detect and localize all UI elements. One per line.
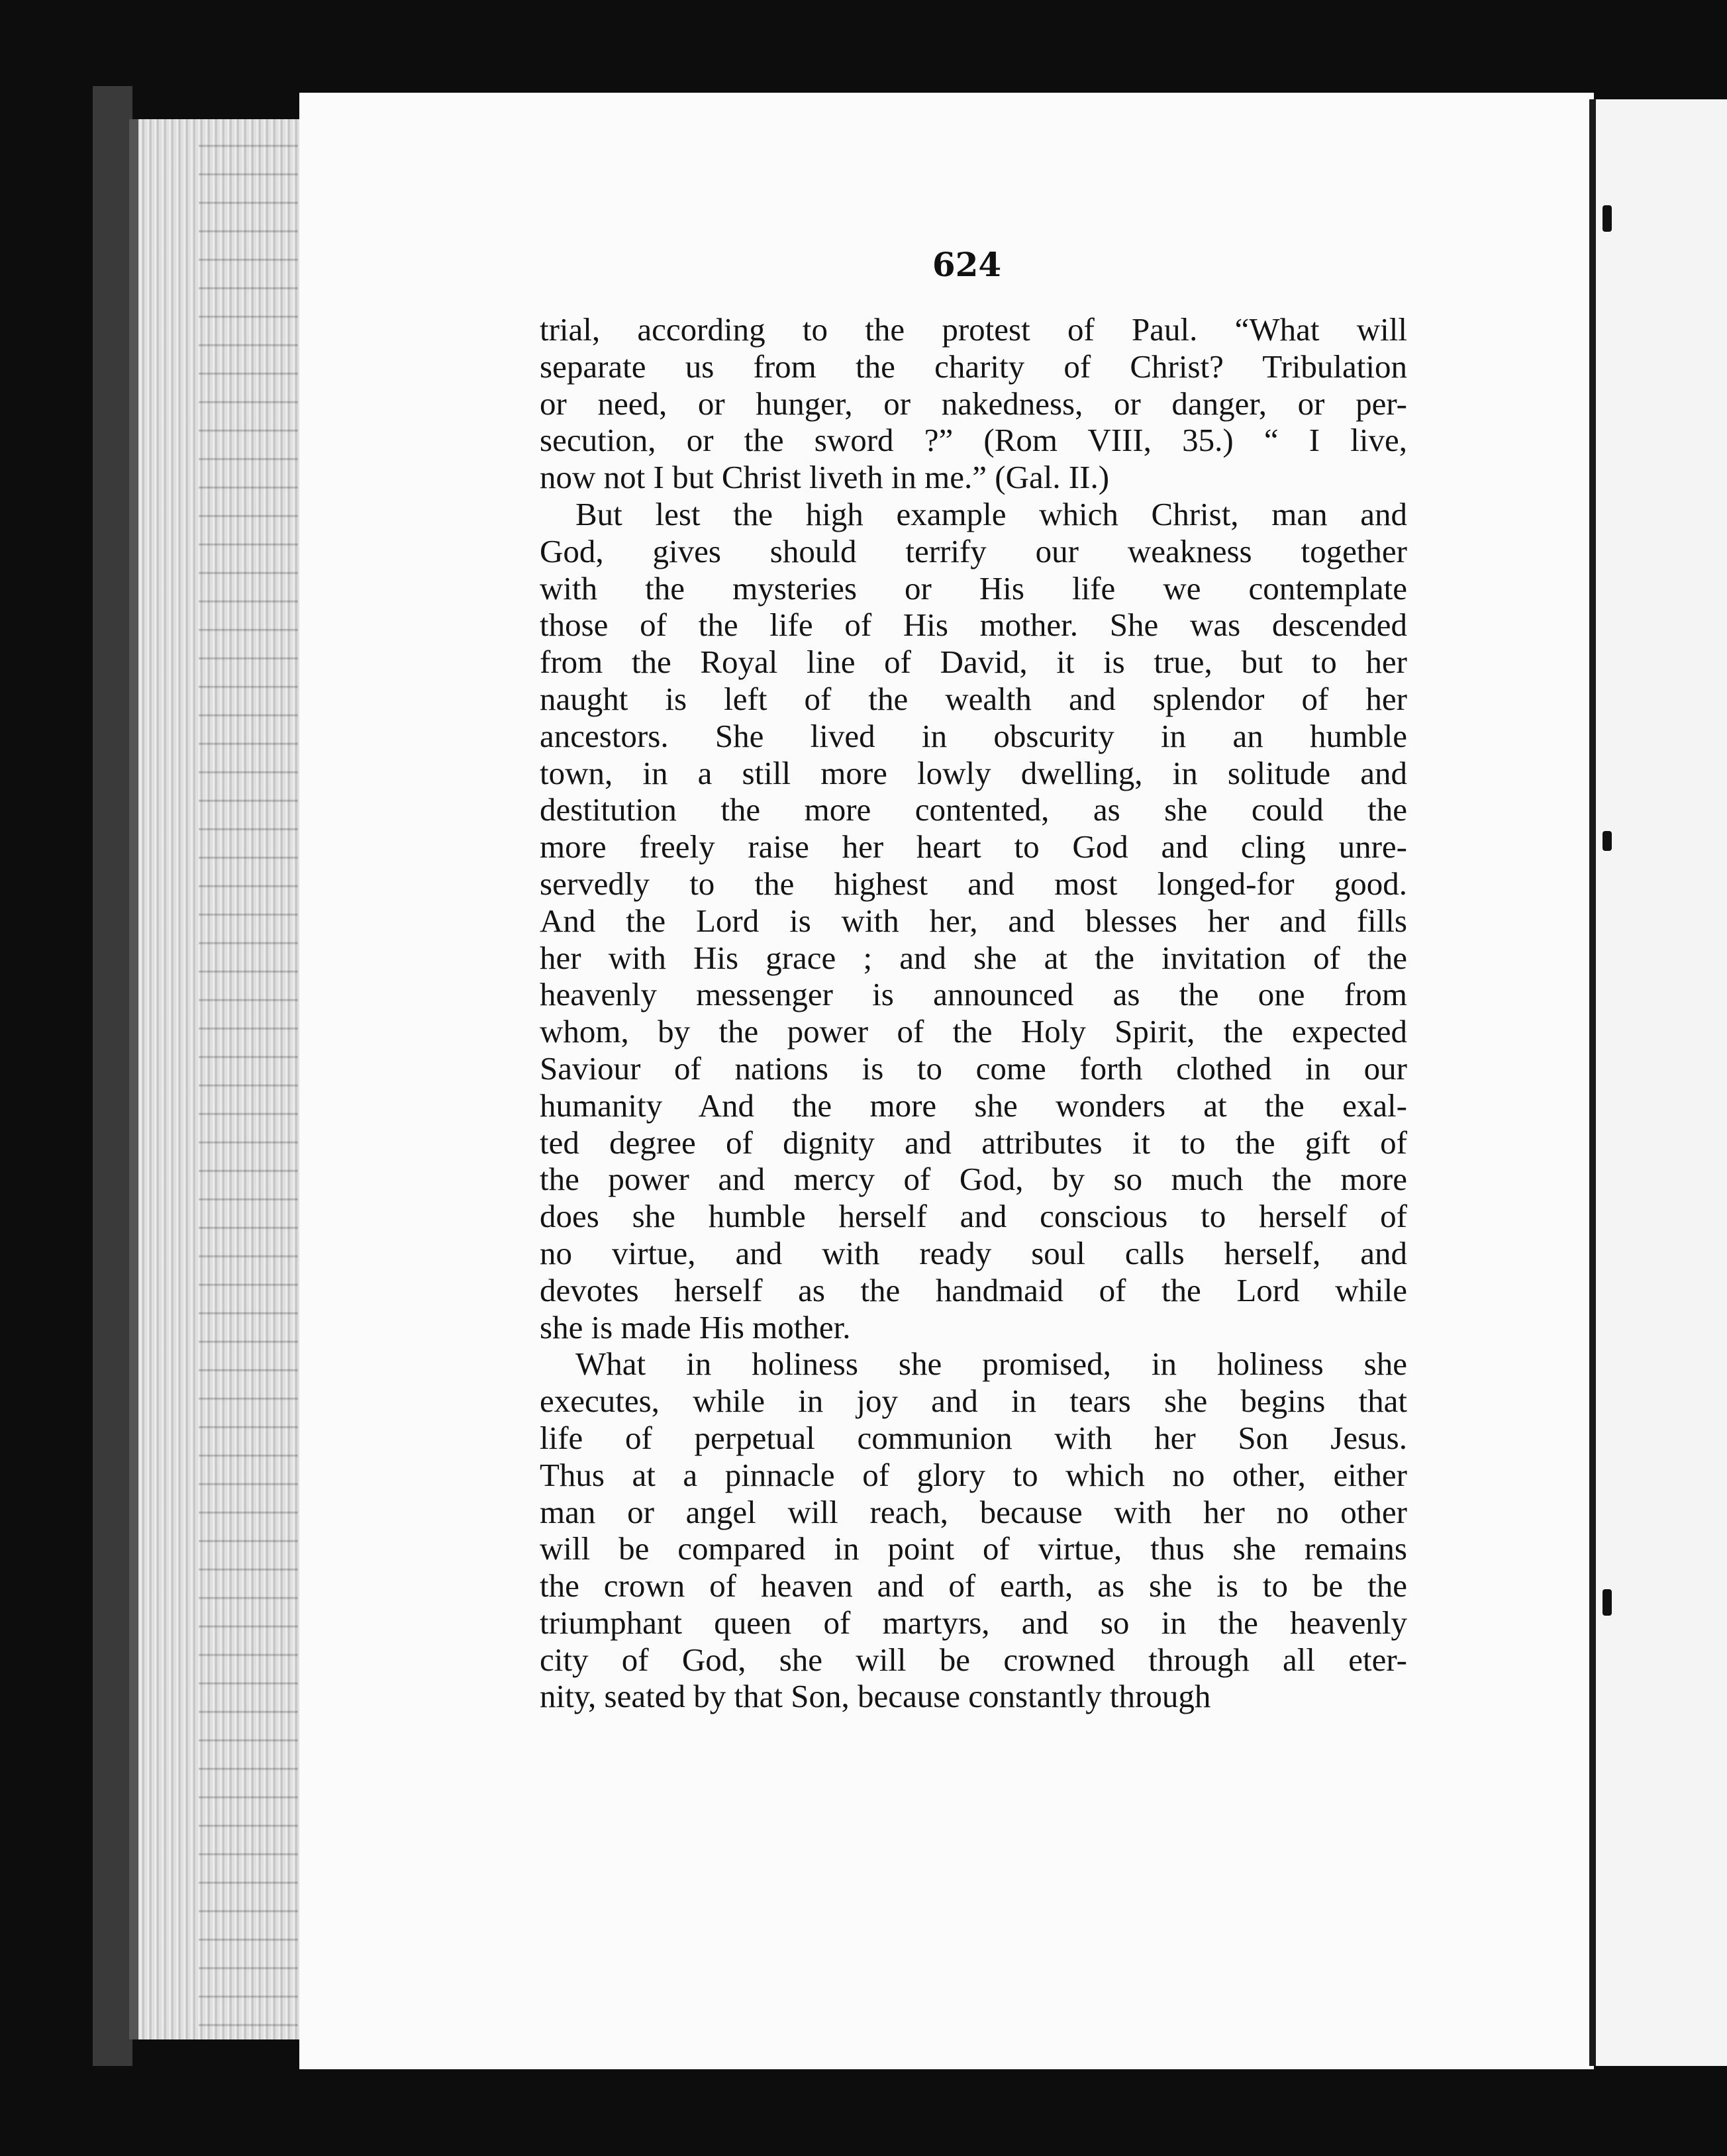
text-line: humanity And the more she wonders at the exal-: [540, 1087, 1407, 1124]
text-line: the power and mercy of God, by so much the more: [540, 1161, 1407, 1198]
text-line: will be compared in point of virtue, thus she remains: [540, 1530, 1407, 1567]
text-line: naught is left of the wealth and splendor of her: [540, 680, 1407, 717]
text-line: separate us from the charity of Christ? Tribulation: [540, 348, 1407, 385]
text-line: does she humble herself and conscious to herself of: [540, 1198, 1407, 1235]
text-line: triumphant queen of martyrs, and so in the heavenly: [540, 1604, 1407, 1641]
text-line: her with His grace ; and she at the invitation of the: [540, 939, 1407, 976]
text-line: And the Lord is with her, and blesses her and fills: [540, 902, 1407, 939]
text-line: trial, according to the protest of Paul. “What will: [540, 311, 1407, 348]
text-line: Saviour of nations is to come forth clothed in our: [540, 1050, 1407, 1087]
text-line: no virtue, and with ready soul calls herself, and: [540, 1234, 1407, 1271]
text-line: man or angel will reach, because with her no other: [540, 1493, 1407, 1530]
text-line: or need, or hunger, or nakedness, or danger, or per-: [540, 385, 1407, 422]
text-line: whom, by the power of the Holy Spirit, the expected: [540, 1013, 1407, 1050]
edge-mark: [1603, 1589, 1612, 1616]
paragraph: [540, 496, 1407, 1346]
text-line: life of perpetual communion with her Son Jesus.: [540, 1419, 1407, 1456]
paragraph: [540, 1346, 1407, 1715]
text-line: heavenly messenger is announced as the one from: [540, 976, 1407, 1013]
edge-mark: [1603, 205, 1612, 232]
text-line: those of the life of His mother. She was descended: [540, 607, 1407, 644]
text-line: executes, while in joy and in tears she begins that: [540, 1383, 1407, 1420]
text-line: devotes herself as the handmaid of the Lord while: [540, 1271, 1407, 1308]
text-line: ted degree of dignity and attributes it to the gift of: [540, 1124, 1407, 1161]
text-line: with the mysteries or His life we contemplate: [540, 569, 1407, 607]
text-line: ancestors. She lived in obscurity in an humble: [540, 717, 1407, 754]
text-line: servedly to the highest and most longed-for good.: [540, 865, 1407, 902]
text-line: destitution the more contented, as she could the: [540, 791, 1407, 828]
text-line: city of God, she will be crowned through all eter-: [540, 1641, 1407, 1678]
text-line: Thus at a pinnacle of glory to which no other, either: [540, 1456, 1407, 1493]
text-line: What in holiness she promised, in holiness she: [575, 1346, 1407, 1383]
text-line: from the Royal line of David, it is true, but to her: [540, 644, 1407, 681]
paragraph: [540, 311, 1407, 496]
adjacent-page-edge: [1589, 99, 1727, 2066]
edge-mark: [1603, 831, 1612, 851]
text-line: she is made His mother.: [540, 1308, 851, 1346]
text-line: But lest the high example which Christ, man and: [575, 495, 1407, 532]
page-text: [540, 311, 1407, 1715]
text-line: secution, or the sword ?” (Rom VIII, 35.) “ I live,: [540, 422, 1407, 459]
page-number: 624: [932, 245, 1002, 284]
book-binding: [93, 86, 132, 2066]
text-line: more freely raise her heart to God and cling unre-: [540, 828, 1407, 865]
text-line: now not I but Christ liveth in me.” (Gal. II.): [540, 459, 1110, 496]
text-line: the crown of heaven and of earth, as she is to be the: [540, 1567, 1407, 1604]
text-line: town, in a still more lowly dwelling, in solitude and: [540, 754, 1407, 791]
text-line: God, gives should terrify our weakness together: [540, 532, 1407, 569]
text-line: nity, seated by that Son, because constantly through: [540, 1678, 1211, 1715]
page-edges-texture: [199, 119, 298, 2039]
